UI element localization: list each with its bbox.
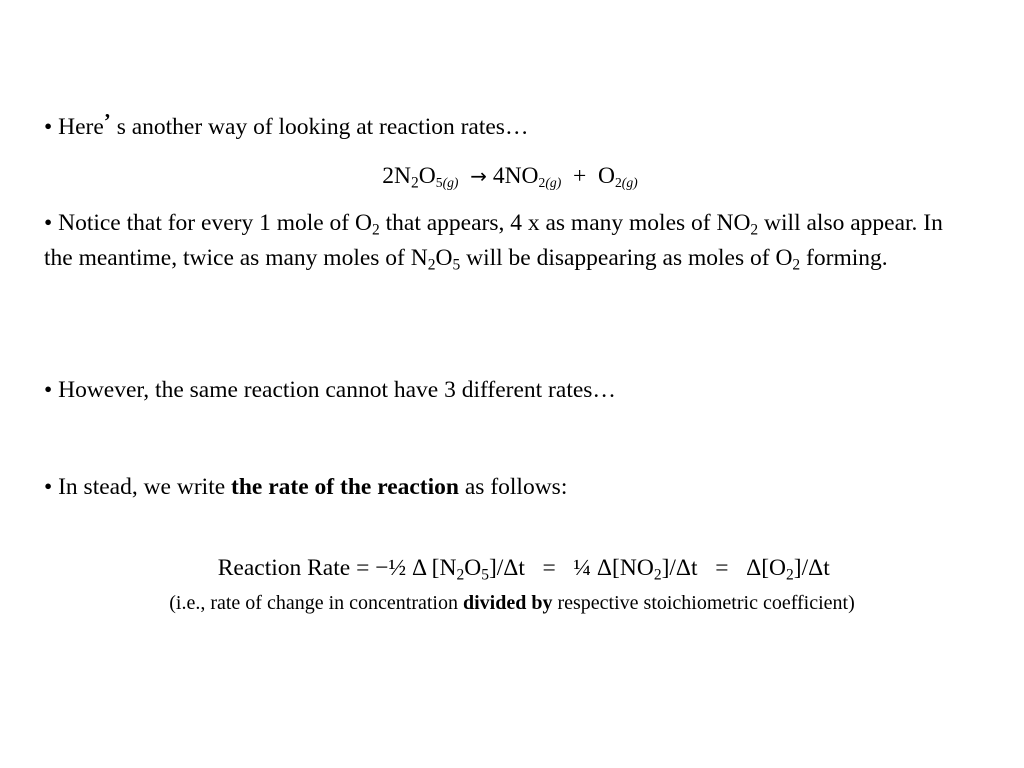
- eq-o2-sub-state: [615, 175, 638, 190]
- notice-sub-2: 2: [750, 221, 759, 239]
- bullet-intro-text-a: • Here: [44, 114, 104, 140]
- notice-text-3: will also appear. In the meantime, twice as many moles of N: [44, 210, 943, 271]
- rate-eq-sub-2: 5: [481, 566, 489, 584]
- eq-plus: +: [572, 163, 587, 189]
- bullet-however: [44, 373, 974, 408]
- notice-text-5: will be disappearing as moles of O: [460, 245, 793, 271]
- notice-text-2: that appears, 4 x as many moles of NO: [379, 210, 751, 236]
- note-bold: divided by: [462, 592, 553, 614]
- bullet-intro-apostrophe: ’: [103, 109, 111, 133]
- rate-eq-lead: Reaction Rate = −½ Δ [N: [217, 555, 457, 581]
- eq-coef-2: 4: [492, 163, 505, 189]
- rate-eq-sub-4: 2: [786, 566, 794, 584]
- rate-eq-sub-1: 2: [456, 566, 465, 584]
- eq-state-1: (g): [442, 175, 459, 191]
- instead-text-1: • In stead, we write: [44, 474, 232, 500]
- eq-n: N: [394, 163, 412, 189]
- notice-text-6: forming.: [800, 245, 888, 271]
- notice-sub-4: 5: [452, 256, 461, 274]
- eq-no-sub: 2: [538, 175, 546, 191]
- eq-coef-1: 2: [382, 163, 395, 189]
- rate-eq-mid-2: ]/Δt = ¼ Δ[NO: [488, 555, 654, 581]
- chemical-equation: [0, 160, 1022, 192]
- eq-no-sub-state: [539, 175, 562, 190]
- eq-o-sub: 5: [435, 175, 443, 191]
- notice-text-1: • Notice that for every 1 mole of O: [44, 210, 372, 236]
- eq-o: O: [418, 163, 436, 189]
- note-text-1: (i.e., rate of change in concentration: [169, 592, 463, 614]
- eq-o2: O: [598, 163, 615, 189]
- eq-o2-sub: 2: [614, 175, 622, 191]
- rate-eq-mid-1: O: [464, 555, 482, 581]
- instead-bold: the rate of the reaction: [231, 474, 459, 500]
- notice-text-4: O: [435, 245, 453, 271]
- bullet-instead: [44, 470, 974, 505]
- notice-sub-5: 2: [792, 256, 801, 274]
- rate-eq-mid-3: ]/Δt = Δ[O: [661, 555, 786, 581]
- bullet-intro: [44, 110, 974, 145]
- instead-text-2: as follows:: [459, 474, 568, 500]
- eq-n-sub: 2: [411, 174, 419, 192]
- reaction-arrow-icon: →: [470, 164, 487, 188]
- bullet-intro-text-b: s another way of looking at reaction rates…: [110, 114, 529, 140]
- eq-o-sub-state: [436, 175, 459, 190]
- rate-eq-sub-3: 2: [653, 566, 662, 584]
- however-text: • However, the same reaction cannot have 3 different rates…: [44, 377, 616, 403]
- notice-sub-1: 2: [371, 221, 380, 239]
- eq-state-3: (g): [621, 175, 638, 191]
- bullet-notice: [44, 206, 974, 276]
- rate-eq-mid-4: ]/Δt: [793, 555, 830, 581]
- eq-no: NO: [504, 163, 539, 189]
- notice-sub-3: 2: [427, 256, 436, 274]
- eq-state-2: (g): [545, 175, 562, 191]
- note-line: [0, 589, 1024, 617]
- note-text-2: respective stoichiometric coefficient): [552, 592, 855, 614]
